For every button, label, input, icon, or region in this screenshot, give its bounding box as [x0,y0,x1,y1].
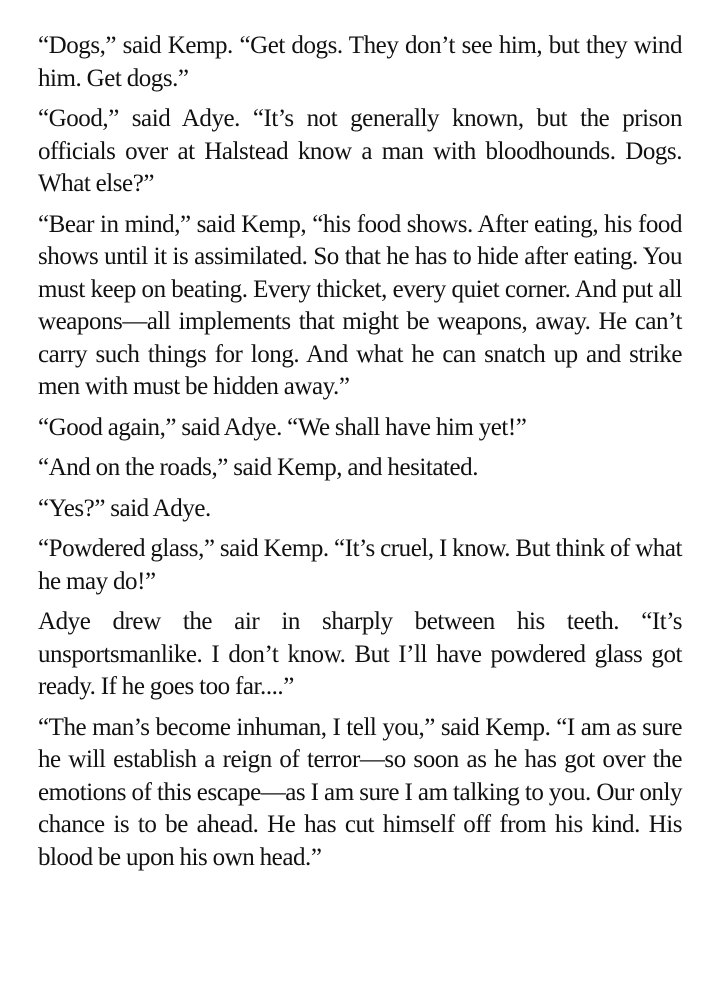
paragraph-9: “The man’s become inhuman, I tell you,” said Kemp. “I am as sure he will establish a reign of terror—so soon as he has got over the emotions of this escape—as I am sure I am talking to you. Our only chance is to be ahead. He has cut himself off from his kind. His blood be upon his own head.” [38,713,682,871]
paragraph-6: “Yes?” said Adye. [38,494,211,522]
paragraph-8: Adye drew the air in sharply between his teeth. “It’s unsportsmanlike. I don’t know. But I’ll have powdered glass got ready. If he goes too far....” [38,608,682,700]
paragraph-1: “Dogs,” said Kemp. “Get dogs. They don’t see him, but they wind him. Get dogs.” [38,32,682,92]
paragraph-7: “Powdered glass,” said Kemp. “It’s cruel, I know. But think of what he may do!” [38,535,682,595]
paragraph-4: “Good again,” said Adye. “We shall have him yet!” [38,413,527,441]
paragraph-2: “Good,” said Adye. “It’s not generally known, but the prison officials over at Halstead know a man with bloodhounds. Dogs. What else?” [38,105,682,197]
document-page [38,30,682,882]
paragraph-5: “And on the roads,” said Kemp, and hesitated. [38,454,479,481]
paragraph-3: “Bear in mind,” said Kemp, “his food shows. After eating, his food shows until it is assimilated. So that he has to hide after eating. You must keep on beating. Every thicket, every quiet corner. And put all weapons—all implements that might be weapons, away. He can’t carry such things for long. And what he can snatch up and strike men with must be hidden away.” [38,210,682,400]
